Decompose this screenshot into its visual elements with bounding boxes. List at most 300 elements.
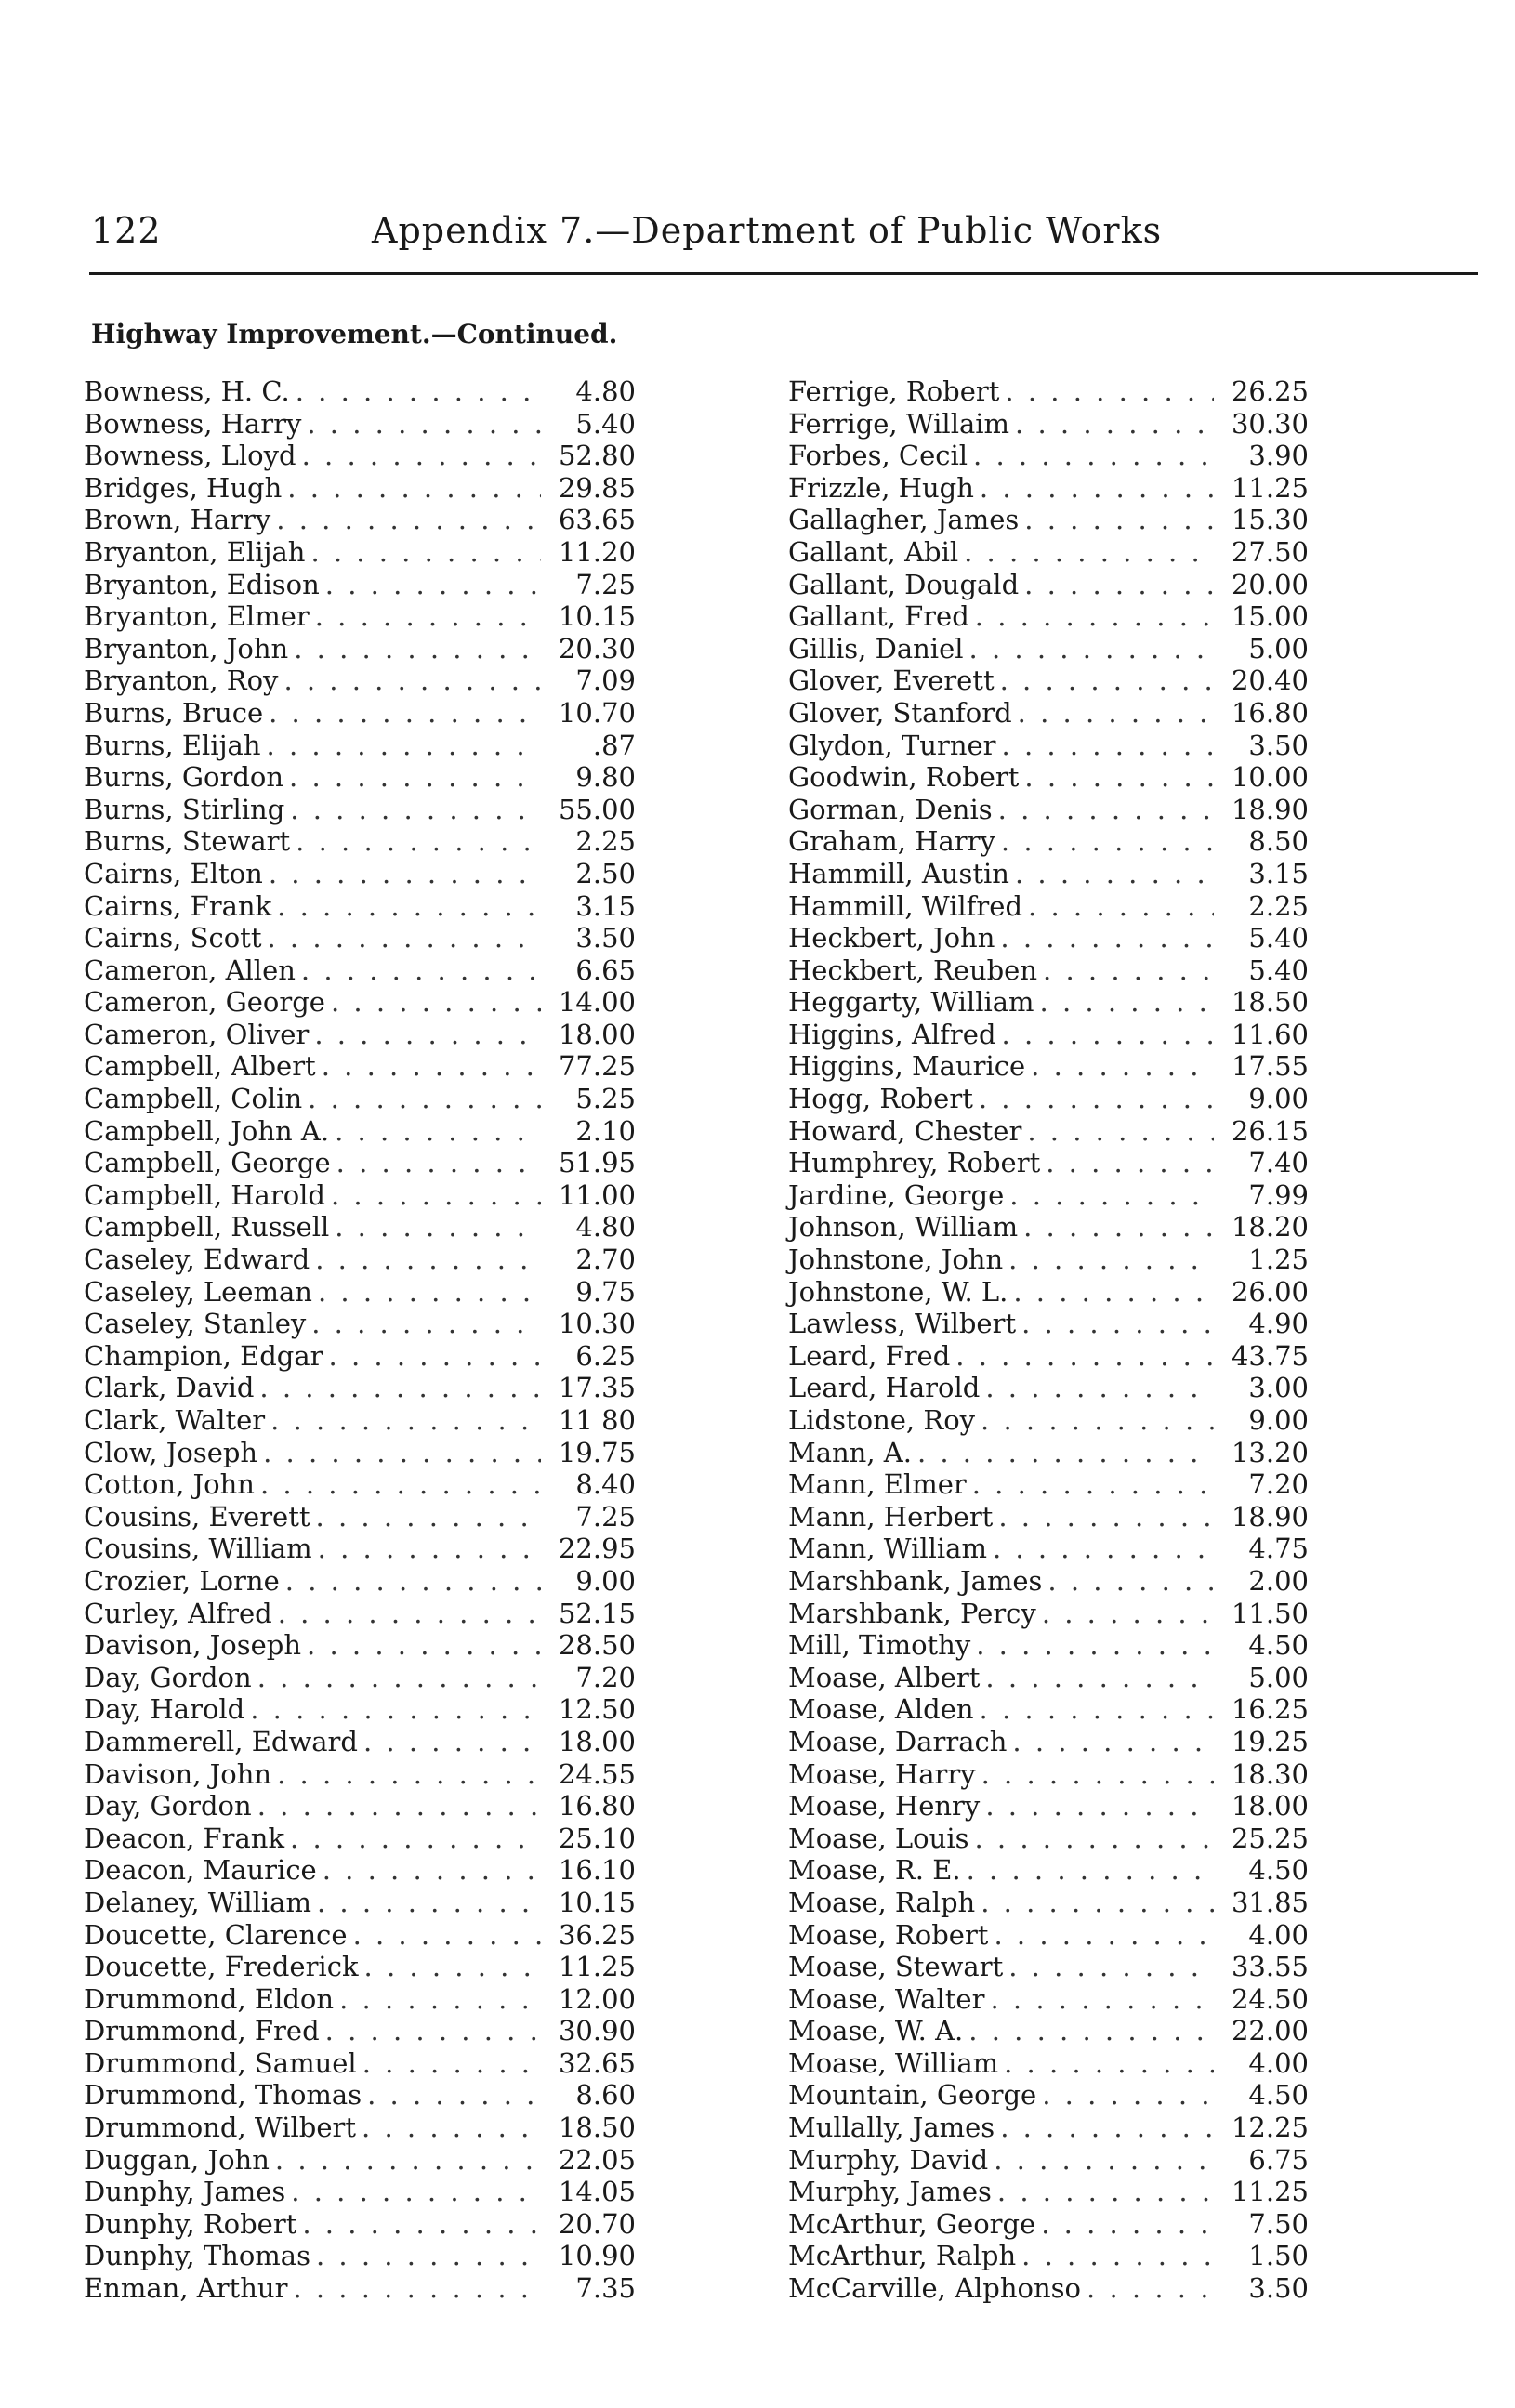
payment-amount: 8.50 [1248, 825, 1309, 858]
dot-leader [1024, 569, 1214, 601]
payment-amount: 7.99 [1248, 1178, 1309, 1211]
list-item [788, 1050, 1309, 1083]
dot-leader [1000, 2112, 1214, 2144]
payment-amount: 7.25 [575, 1500, 636, 1533]
dot-leader [363, 1726, 541, 1758]
payee-name: Campbell, Russell [84, 1211, 330, 1243]
payment-amount: 1.25 [1248, 1243, 1309, 1276]
payment-amount: 26.15 [1231, 1114, 1309, 1147]
payment-amount: 3.50 [1248, 2272, 1309, 2305]
payment-amount: 20.30 [558, 632, 636, 665]
payee-name: Heckbert, Reuben [788, 954, 1038, 986]
payee-name: Bryanton, Roy [84, 665, 279, 697]
payee-name: Duggan, John [84, 2143, 270, 2176]
payee-name: Ferrige, Willaim [788, 407, 1010, 440]
payee-name: Bowness, H. C. [84, 375, 290, 407]
payee-name: Crozier, Lorne [84, 1564, 280, 1597]
dot-leader [275, 2144, 541, 2177]
list-item [788, 2144, 1309, 2177]
dot-leader [1021, 2240, 1214, 2272]
payee-name: Brown, Harry [84, 504, 271, 536]
list-item [788, 1115, 1309, 1148]
dot-leader [955, 1340, 1214, 1373]
payee-name: Moase, R. E. [788, 1854, 961, 1887]
list-item [84, 1854, 636, 1887]
payment-amount: 17.55 [1231, 1050, 1309, 1083]
payee-name: Enman, Arthur [84, 2272, 288, 2305]
dot-leader [325, 2015, 541, 2047]
payee-name: Gallant, Dougald [788, 568, 1020, 600]
payment-amount: 11.20 [558, 535, 636, 568]
list-item [788, 1887, 1309, 1919]
dot-leader [998, 794, 1214, 826]
payee-name: Forbes, Cecil [788, 440, 968, 472]
payment-amount: 18.00 [1231, 1790, 1309, 1822]
list-item [788, 1693, 1309, 1726]
dot-leader [367, 2079, 541, 2112]
payment-amount: 11.25 [1231, 2176, 1309, 2208]
list-item [84, 825, 636, 858]
payee-name: Mullally, James [788, 2112, 995, 2144]
list-item [84, 1115, 636, 1148]
payment-amount: 11.50 [1231, 1597, 1309, 1629]
list-item [788, 2079, 1309, 2112]
payee-name: Campbell, Harold [84, 1178, 325, 1211]
payment-amount: 16.80 [1231, 696, 1309, 729]
payee-name: Moase, William [788, 2046, 999, 2079]
list-item [84, 1019, 636, 1051]
dot-leader [994, 1919, 1214, 1952]
payee-name: Mann, William [788, 1533, 987, 1565]
payment-amount: 31.85 [1231, 1886, 1309, 1918]
dot-leader [1087, 2272, 1214, 2305]
payee-name: Cousins, Everett [84, 1500, 310, 1533]
payee-name: Campbell, Albert [84, 1050, 316, 1083]
dot-leader [1042, 1598, 1214, 1630]
payee-name: Clow, Joseph [84, 1436, 258, 1468]
list-item [788, 1662, 1309, 1694]
payment-amount: 4.50 [1248, 1854, 1309, 1887]
payment-amount: 52.80 [558, 440, 636, 472]
payee-name: Bridges, Hugh [84, 471, 283, 504]
list-item [788, 1468, 1309, 1501]
payee-name: Drummond, Fred [84, 2015, 320, 2047]
payment-amount: 2.10 [575, 1114, 636, 1147]
payee-name: Moase, Robert [788, 1918, 989, 1951]
list-item [84, 1050, 636, 1083]
list-item [788, 536, 1309, 569]
dot-leader [1004, 2047, 1214, 2080]
list-item [788, 1276, 1309, 1309]
payment-amount: 3.50 [1248, 729, 1309, 761]
payee-name: Clark, David [84, 1372, 255, 1404]
payee-name: Moase, Stewart [788, 1951, 1004, 1983]
payee-name: Moase, Alden [788, 1693, 974, 1726]
dot-leader [291, 2176, 541, 2208]
payment-amount: 13.20 [1231, 1436, 1309, 1468]
list-item [788, 1147, 1309, 1179]
dot-leader [1024, 761, 1214, 794]
payment-amount: 5.25 [575, 1083, 636, 1115]
payee-name: Burns, Bruce [84, 696, 264, 729]
list-item [788, 890, 1309, 923]
list-item [788, 1179, 1309, 1212]
payment-amount: 25.25 [1231, 1822, 1309, 1854]
dot-leader [1000, 665, 1214, 697]
dot-leader [260, 1468, 541, 1501]
payee-name: Burns, Elijah [84, 729, 261, 761]
payee-name: Frizzle, Hugh [788, 471, 974, 504]
payee-name: Day, Harold [84, 1693, 245, 1726]
payment-amount: 18.90 [1231, 793, 1309, 825]
list-item [84, 1340, 636, 1373]
payment-amount: 18.20 [1231, 1211, 1309, 1243]
payee-name: Cameron, George [84, 986, 325, 1019]
list-item [788, 2015, 1309, 2047]
dot-leader [315, 600, 541, 633]
list-item [788, 472, 1309, 505]
payment-amount: 26.25 [1231, 375, 1309, 407]
list-item [788, 858, 1309, 890]
list-item [788, 1019, 1309, 1051]
payee-name: Burns, Gordon [84, 761, 284, 794]
payee-name: Mann, Elmer [788, 1468, 967, 1501]
list-item [788, 408, 1309, 441]
payment-amount: 22.00 [1231, 2015, 1309, 2047]
dot-leader [302, 2208, 541, 2241]
payment-amount: 19.75 [558, 1436, 636, 1468]
list-item [788, 1308, 1309, 1340]
list-item [788, 922, 1309, 954]
payee-name: Drummond, Samuel [84, 2046, 357, 2079]
payment-amount: 52.15 [558, 1597, 636, 1629]
payee-name: Mill, Timothy [788, 1629, 971, 1662]
list-item [84, 986, 636, 1019]
payee-name: Gorman, Denis [788, 793, 993, 825]
list-item [788, 1758, 1309, 1791]
payee-name: Mann, A. [788, 1436, 912, 1468]
payment-amount: 10.15 [558, 1886, 636, 1918]
list-item [84, 1598, 636, 1630]
payment-amount: 4.00 [1248, 2046, 1309, 2079]
dot-leader [257, 1662, 541, 1694]
list-item [84, 730, 636, 762]
payee-name: Marshbank, Percy [788, 1597, 1036, 1629]
payee-name: Moase, Louis [788, 1822, 969, 1854]
payee-name: Campbell, John A. [84, 1114, 330, 1147]
payee-name: McArthur, Ralph [788, 2240, 1017, 2272]
payee-name: McCarville, Alphonso [788, 2272, 1082, 2305]
payee-name: Drummond, Wilbert [84, 2112, 357, 2144]
payment-amount: 8.60 [575, 2079, 636, 2112]
list-item [84, 954, 636, 987]
payment-amount: 24.55 [558, 1757, 636, 1790]
list-item [84, 600, 636, 633]
dot-leader [1042, 2079, 1214, 2112]
dot-leader [974, 1822, 1214, 1855]
payment-amount: 11.00 [558, 1178, 636, 1211]
list-item [788, 1983, 1309, 2016]
list-item [84, 2272, 636, 2305]
payee-name: Bryanton, John [84, 632, 289, 665]
payment-amount: 18.50 [558, 2112, 636, 2144]
payment-amount: 30.90 [558, 2015, 636, 2047]
payee-name: Moase, Albert [788, 1661, 981, 1693]
dot-leader [972, 1468, 1214, 1501]
dot-leader [325, 569, 541, 601]
list-item [788, 375, 1309, 408]
dot-leader [1040, 986, 1214, 1019]
list-item [788, 986, 1309, 1019]
list-item [84, 375, 636, 408]
payee-name: Leard, Fred [788, 1339, 951, 1372]
dot-leader [307, 1629, 541, 1662]
list-item [84, 697, 636, 730]
payee-name: Murphy, James [788, 2176, 992, 2208]
header-rule [89, 272, 1478, 275]
payee-name: Davison, John [84, 1757, 272, 1790]
payee-name: Davison, Joseph [84, 1629, 302, 1662]
payee-name: Deacon, Frank [84, 1822, 285, 1854]
dot-leader [311, 1308, 541, 1340]
dot-leader [1008, 1951, 1214, 1983]
payee-name: Glover, Everett [788, 665, 995, 697]
payee-name: Gallagher, James [788, 504, 1020, 536]
payment-amount: 2.25 [575, 825, 636, 858]
left-column-list [84, 375, 636, 2305]
list-item [788, 1951, 1309, 1983]
list-item [788, 2112, 1309, 2144]
payment-amount: 63.65 [558, 504, 636, 536]
list-item [84, 858, 636, 890]
payment-amount: 10.30 [558, 1308, 636, 1340]
dot-leader [259, 1372, 541, 1404]
list-item [84, 1919, 636, 1952]
dot-leader [1001, 825, 1214, 858]
payee-name: Glover, Stanford [788, 696, 1012, 729]
payee-name: Heggarty, William [788, 986, 1034, 1019]
list-item [84, 922, 636, 954]
dot-leader [994, 2144, 1214, 2177]
dot-leader [277, 1758, 541, 1791]
dot-leader [975, 600, 1214, 633]
running-head: Appendix 7.—Department of Public Works [372, 210, 1163, 251]
list-item [788, 1083, 1309, 1115]
list-item [84, 1629, 636, 1662]
list-item [84, 1693, 636, 1726]
payment-amount: 3.00 [1248, 1372, 1309, 1404]
list-item [84, 2047, 636, 2080]
payee-name: Cairns, Scott [84, 922, 262, 954]
dot-leader [285, 1565, 541, 1598]
payee-name: Curley, Alfred [84, 1597, 272, 1629]
dot-leader [353, 1919, 541, 1952]
payment-amount: 11 80 [558, 1404, 636, 1436]
list-item [788, 1726, 1309, 1758]
dot-leader [318, 1533, 541, 1565]
dot-leader [310, 536, 541, 569]
payment-amount: 51.95 [558, 1147, 636, 1179]
dot-leader [1047, 1565, 1214, 1598]
dot-leader [917, 1437, 1214, 1469]
list-item [788, 1340, 1309, 1373]
dot-leader [973, 440, 1214, 472]
payee-name: Cairns, Elton [84, 857, 263, 889]
payment-amount: 4.90 [1248, 1308, 1309, 1340]
payee-name: Hammill, Wilfred [788, 889, 1023, 922]
payee-name: Doucette, Clarence [84, 1918, 348, 1951]
payee-name: Bowness, Harry [84, 407, 302, 440]
payee-name: Bowness, Lloyd [84, 440, 296, 472]
payment-amount: 18.00 [558, 1725, 636, 1757]
list-item [84, 2144, 636, 2177]
payee-name: Murphy, David [788, 2143, 989, 2176]
dot-leader [301, 954, 541, 987]
dot-leader [981, 1404, 1214, 1437]
list-item [788, 954, 1309, 987]
list-item [788, 794, 1309, 826]
dot-leader [1031, 1050, 1214, 1083]
list-item [788, 1501, 1309, 1533]
dot-leader [1000, 922, 1214, 954]
page-number: 122 [91, 210, 162, 251]
list-item [84, 2015, 636, 2047]
payment-amount: 7.20 [575, 1661, 636, 1693]
payment-amount: 5.40 [575, 407, 636, 440]
payee-name: Campbell, Colin [84, 1083, 303, 1115]
payment-amount: 5.40 [1248, 922, 1309, 954]
payment-amount: 10.70 [558, 696, 636, 729]
payee-name: Graham, Harry [788, 825, 995, 858]
dot-leader [329, 1340, 541, 1373]
payment-amount: 12.00 [558, 1982, 636, 2015]
payee-name: Champion, Edgar [84, 1339, 323, 1372]
list-item [788, 1822, 1309, 1855]
list-item [84, 1726, 636, 1758]
payment-amount: 20.40 [1231, 665, 1309, 697]
payment-amount: 20.70 [558, 2207, 636, 2240]
dot-leader [1046, 1147, 1214, 1179]
list-item [84, 1501, 636, 1533]
payment-amount: 10.00 [1231, 761, 1309, 794]
dot-leader [250, 1693, 541, 1726]
payee-name: Caseley, Edward [84, 1243, 310, 1276]
dot-leader [323, 1854, 541, 1887]
payment-amount: 14.05 [558, 2176, 636, 2208]
payment-amount: 19.25 [1231, 1725, 1309, 1757]
payee-name: Dunphy, James [84, 2176, 286, 2208]
list-item [84, 2079, 636, 2112]
dot-leader [314, 1019, 541, 1051]
payment-amount: 28.50 [558, 1629, 636, 1662]
payment-amount: 12.25 [1231, 2112, 1309, 2144]
list-item [788, 2047, 1309, 2080]
list-item [84, 1790, 636, 1822]
list-item [84, 1468, 636, 1501]
list-item [84, 1533, 636, 1565]
payment-amount: 2.50 [575, 857, 636, 889]
payee-name: Day, Gordon [84, 1661, 252, 1693]
payment-amount: 77.25 [558, 1050, 636, 1083]
payee-name: Doucette, Frederick [84, 1951, 359, 1983]
payee-name: Dunphy, Thomas [84, 2240, 310, 2272]
dot-leader [307, 408, 541, 441]
list-item [84, 504, 636, 536]
dot-leader [1027, 1115, 1214, 1148]
list-item [84, 1662, 636, 1694]
payment-amount: 3.90 [1248, 440, 1309, 472]
payee-name: Moase, Harry [788, 1757, 976, 1790]
dot-leader [980, 1693, 1214, 1726]
list-item [84, 536, 636, 569]
dot-leader [270, 1404, 541, 1437]
payment-amount: 3.15 [1248, 857, 1309, 889]
payment-amount: 6.65 [575, 954, 636, 986]
payee-name: Drummond, Eldon [84, 1982, 335, 2015]
list-item [788, 2240, 1309, 2272]
payee-name: Hogg, Robert [788, 1083, 973, 1115]
list-item [84, 569, 636, 601]
payment-amount: 6.25 [575, 1339, 636, 1372]
dot-leader [296, 825, 541, 858]
payment-amount: 9.00 [1248, 1083, 1309, 1115]
payment-amount: 10.15 [558, 600, 636, 633]
payee-name: Cairns, Frank [84, 889, 272, 922]
dot-leader [289, 761, 541, 794]
dot-leader [1012, 1726, 1214, 1758]
dot-leader [278, 1598, 541, 1630]
dot-leader [276, 504, 541, 536]
payee-name: Moase, Darrach [788, 1725, 1008, 1757]
payee-name: Heckbert, John [788, 922, 995, 954]
dot-leader [308, 1083, 541, 1115]
payee-name: Moase, Ralph [788, 1886, 976, 1918]
dot-leader [287, 472, 541, 505]
payment-amount: 4.00 [1248, 1918, 1309, 1951]
list-item [84, 1308, 636, 1340]
dot-leader [277, 890, 541, 923]
payee-name: Goodwin, Robert [788, 761, 1020, 794]
payment-amount: 7.09 [575, 665, 636, 697]
dot-leader [316, 2240, 541, 2272]
list-item [84, 633, 636, 665]
payment-amount: 2.70 [575, 1243, 636, 1276]
payment-amount: 11.25 [558, 1951, 636, 1983]
payment-amount: 16.80 [558, 1790, 636, 1822]
dot-leader [315, 1243, 541, 1276]
payment-amount: 2.25 [1248, 889, 1309, 922]
dot-leader [979, 1083, 1214, 1115]
payee-name: Cotton, John [84, 1468, 255, 1501]
list-item [84, 1372, 636, 1404]
payment-amount: 9.80 [575, 761, 636, 794]
list-item [84, 2208, 636, 2241]
dot-leader [1021, 1308, 1214, 1340]
payment-amount: 9.00 [1248, 1404, 1309, 1436]
dot-leader [1015, 408, 1214, 441]
payee-name: Johnson, William [788, 1211, 1019, 1243]
dot-leader [290, 1822, 541, 1855]
dot-leader [985, 1662, 1214, 1694]
payee-name: Mountain, George [788, 2079, 1037, 2112]
dot-leader [1005, 375, 1214, 408]
dot-leader [268, 922, 542, 954]
payment-amount: 11.60 [1231, 1018, 1309, 1050]
payment-amount: 4.80 [575, 375, 636, 407]
payment-amount: .87 [592, 729, 636, 761]
dot-leader [322, 1050, 541, 1083]
payment-amount: 8.40 [575, 1468, 636, 1501]
